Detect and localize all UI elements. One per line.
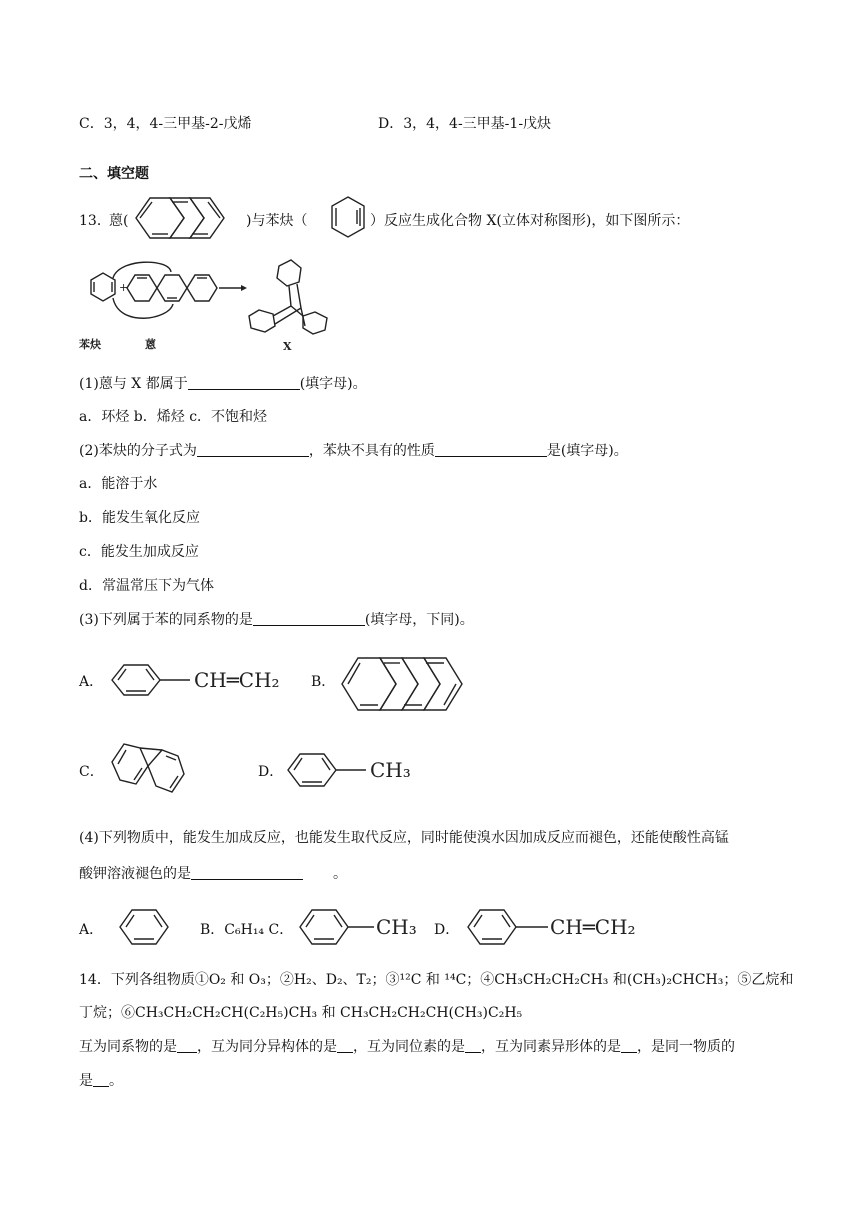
benzyne-structure-inline bbox=[328, 194, 368, 240]
q14-line4: 是 。 bbox=[79, 1073, 123, 1089]
p3-option-d-label: D． bbox=[258, 764, 284, 780]
q13-part2-option-a: a．能溶于水 bbox=[79, 476, 158, 492]
styrene-formula: CH═CH₂ bbox=[194, 668, 280, 692]
q13-part4-line2: 酸钾溶液褪色的是 。 bbox=[79, 866, 347, 882]
answer-blank[interactable] bbox=[435, 442, 547, 457]
p3-option-c-label: C． bbox=[79, 764, 104, 780]
anthracene-structure-inline bbox=[132, 192, 244, 244]
q13-part2-option-c: c．能发生加成反应 bbox=[79, 544, 199, 560]
q13-number: 13． bbox=[79, 213, 111, 229]
toluene-structure-2 bbox=[296, 904, 436, 950]
toluene-formula: CH₃ bbox=[370, 758, 411, 782]
toluene-structure bbox=[284, 748, 434, 792]
q13-after-text: ）反应生成化合物 X(立体对称图形)，如下图所示： bbox=[370, 213, 690, 229]
reaction-scheme bbox=[79, 258, 339, 358]
answer-blank[interactable] bbox=[465, 1038, 481, 1053]
option-d: D．3，4，4-三甲基-1-戊炔 bbox=[378, 116, 552, 132]
q13-anthracene-word: 蒽( bbox=[109, 213, 129, 229]
q13-part1-options: a．环烃 b．烯烃 c．不饱和烃 bbox=[79, 409, 268, 425]
q13-part2: (2)苯炔的分子式为 ，苯炔不具有的性质 是(填字母)。 bbox=[79, 443, 628, 459]
p3-option-a-label: A． bbox=[79, 674, 104, 690]
p3-option-b-label: B． bbox=[311, 674, 336, 690]
q13-with-text: )与苯炔（ bbox=[246, 213, 308, 229]
q13-part4-line1: (4)下列物质中，能发生加成反应，也能发生取代反应，同时能使溴水因加成反应而褪色，还能使酸性高锰 bbox=[79, 830, 729, 846]
toluene-formula-2: CH₃ bbox=[376, 915, 417, 939]
p4-option-d-label: D． bbox=[434, 922, 460, 938]
q13-part2-option-b: b．能发生氧化反应 bbox=[79, 510, 200, 526]
benzene-structure bbox=[116, 904, 176, 950]
styrene-structure-2 bbox=[464, 904, 664, 950]
answer-blank[interactable] bbox=[188, 375, 300, 390]
q13-part1: (1)蒽与 X 都属于 (填字母)。 bbox=[79, 376, 367, 392]
styrene-structure bbox=[108, 660, 308, 700]
answer-blank[interactable] bbox=[177, 1038, 197, 1053]
label-product: X bbox=[283, 340, 292, 353]
answer-blank[interactable] bbox=[621, 1038, 637, 1053]
p4-option-a-label: A． bbox=[79, 922, 104, 938]
answer-blank[interactable] bbox=[253, 611, 365, 626]
section-title: 二、填空题 bbox=[79, 166, 149, 182]
label-benzyne: 苯炔 bbox=[79, 338, 101, 351]
answer-blank[interactable] bbox=[191, 865, 303, 880]
anthracene-structure bbox=[338, 648, 478, 720]
q14-line3: 互为同系物的是 ，互为同分异构体的是 ，互为同位素的是 ，互为同素异形体的是 ，是同一物质的 bbox=[79, 1039, 735, 1055]
label-anthracene: 蒽 bbox=[145, 338, 156, 351]
biphenyl-structure bbox=[104, 734, 224, 806]
svg-text:+: + bbox=[119, 281, 129, 294]
answer-blank[interactable] bbox=[197, 442, 309, 457]
answer-blank[interactable] bbox=[93, 1072, 109, 1087]
q14-line2: 丁烷；⑥CH₃CH₂CH₂CH(C₂H₅)CH₃ 和 CH₃CH₂CH₂CH(CH₃)C₂H₅ bbox=[79, 1005, 523, 1021]
option-c: C．3，4，4-三甲基-2-戊烯 bbox=[79, 116, 252, 132]
answer-blank[interactable] bbox=[337, 1038, 353, 1053]
p4-option-b-c-label: B．C₆H₁₄ C． bbox=[200, 922, 294, 938]
q14-line1: 14．下列各组物质①O₂ 和 O₃；②H₂、D₂、T₂；③¹²C 和 ¹⁴C；④CH₃CH₂CH₂CH₃ 和(CH₃)₂CHCH₃；⑤乙烷和 bbox=[79, 972, 794, 988]
q13-part3: (3)下列属于苯的同系物的是 (填字母，下同)。 bbox=[79, 612, 474, 628]
q13-part2-option-d: d．常温常压下为气体 bbox=[79, 578, 214, 594]
styrene-formula-2: CH═CH₂ bbox=[550, 915, 636, 939]
